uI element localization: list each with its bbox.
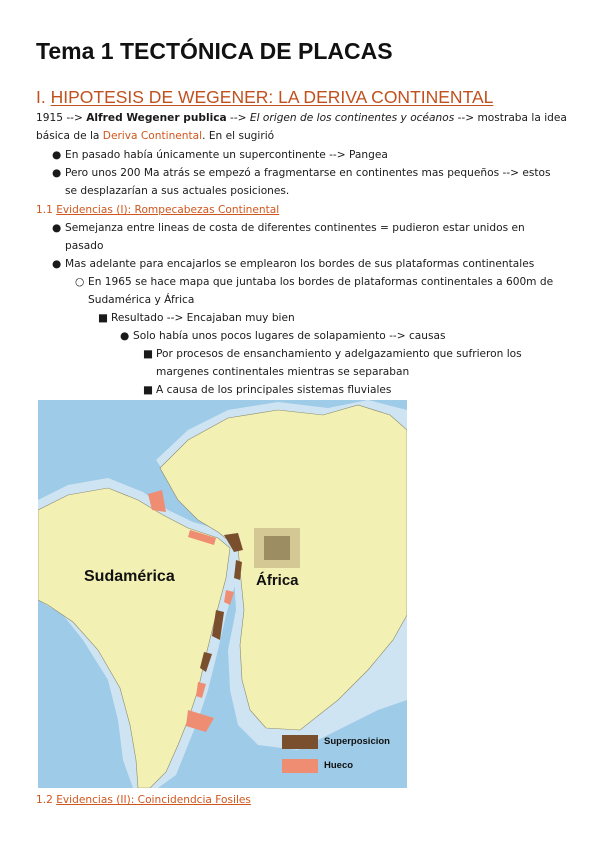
list-item-text: Pero unos 200 Ma atrás se empezó a fragmentarse en continentes mas pequeños --> estos [65, 167, 551, 179]
list-item-continued [88, 291, 194, 309]
bullet-square-icon: ■ [98, 312, 109, 324]
subsection-title: Evidencias (II): Coincidendcia Fosiles [56, 794, 251, 806]
bullet-disc-icon: ● [52, 167, 62, 179]
intro-line-1 [36, 109, 567, 127]
intro-line-2 [36, 127, 274, 145]
blurred-marker-core [264, 536, 290, 560]
list-item-continued [65, 237, 103, 255]
list-item-continued [156, 363, 409, 381]
intro-text-3: . En el sugirió [202, 130, 275, 142]
label-africa: África [256, 572, 299, 589]
legend-swatch-gap [282, 759, 318, 773]
bullet-disc-icon: ● [52, 149, 62, 161]
list-item-level5 [143, 381, 392, 399]
list-item-level4 [120, 327, 446, 345]
continent-fit-map [38, 400, 407, 788]
list-item-level5 [143, 345, 522, 363]
bullet-circle-icon: ○ [75, 276, 85, 288]
list-item-text: Por procesos de ensanchamiento y adelgazamiento que sufrieron los [156, 348, 522, 360]
subsection-title: Evidencias (I): Rompecabezas Continental [56, 204, 280, 216]
list-item-continued [65, 182, 289, 200]
page-title: Tema 1 TECTÓNICA DE PLACAS [36, 38, 393, 64]
list-item-text: En pasado había únicamente un supercontinente --> Pangea [65, 149, 388, 161]
legend-swatch-overlap [282, 735, 318, 749]
list-item [52, 255, 535, 273]
list-item [52, 164, 551, 182]
list-item-level2 [75, 273, 554, 291]
section-number: I. [36, 87, 51, 107]
list-item-text: Semejanza entre lineas de costa de diferentes continentes = pudieron estar unidos en [65, 222, 525, 234]
list-item-text: A causa de los principales sistemas fluviales [156, 384, 392, 396]
bullet-disc-icon: ● [52, 258, 62, 270]
subsection-number: 1.1 [36, 204, 57, 216]
legend-label-gap: Hueco [324, 760, 354, 771]
list-item-text: Mas adelante para encajarlos se emplearon los bordes de sus plataformas continentales [65, 258, 535, 270]
intro-year: 1915 --> [36, 112, 87, 124]
intro-text: --> mostraba la idea [454, 112, 567, 124]
list-item [52, 146, 388, 164]
bullet-disc-icon: ● [120, 330, 130, 342]
bullet-square-icon: ■ [143, 348, 154, 360]
map-drawing [38, 400, 407, 788]
section-title: HIPOTESIS DE WEGENER: LA DERIVA CONTINENTAL [50, 87, 494, 107]
list-item-text: margenes continentales mientras se separaban [156, 366, 410, 378]
intro-text-2: básica de la [36, 130, 103, 142]
list-item-text: se desplazarían a sus actuales posiciones. [65, 185, 290, 197]
section-heading [36, 87, 493, 108]
list-item-text: Solo había unos pocos lugares de solapamiento --> causas [133, 330, 446, 342]
bullet-square-icon: ■ [143, 384, 154, 396]
intro-author: Alfred Wegener publica [86, 112, 227, 124]
list-item-text: En 1965 se hace mapa que juntaba los bordes de plataformas continentales a 600m de [88, 276, 554, 288]
subsection-heading [36, 201, 279, 219]
subsection-number: 1.2 [36, 794, 57, 806]
intro-book-title: El origen de los continentes y océanos [249, 112, 455, 124]
list-item-text: Sudamérica y África [88, 294, 195, 306]
list-item [52, 219, 525, 237]
intro-arrow: --> [226, 112, 250, 124]
list-item-text: pasado [65, 240, 104, 252]
intro-highlight: Deriva Continental [102, 130, 203, 142]
subsection-heading [36, 791, 251, 809]
label-south-america: Sudamérica [84, 568, 175, 585]
list-item-text: Resultado --> Encajaban muy bien [111, 312, 295, 324]
legend-label-overlap: Superposicion [324, 736, 390, 747]
bullet-disc-icon: ● [52, 222, 62, 234]
list-item-level3 [98, 309, 295, 327]
